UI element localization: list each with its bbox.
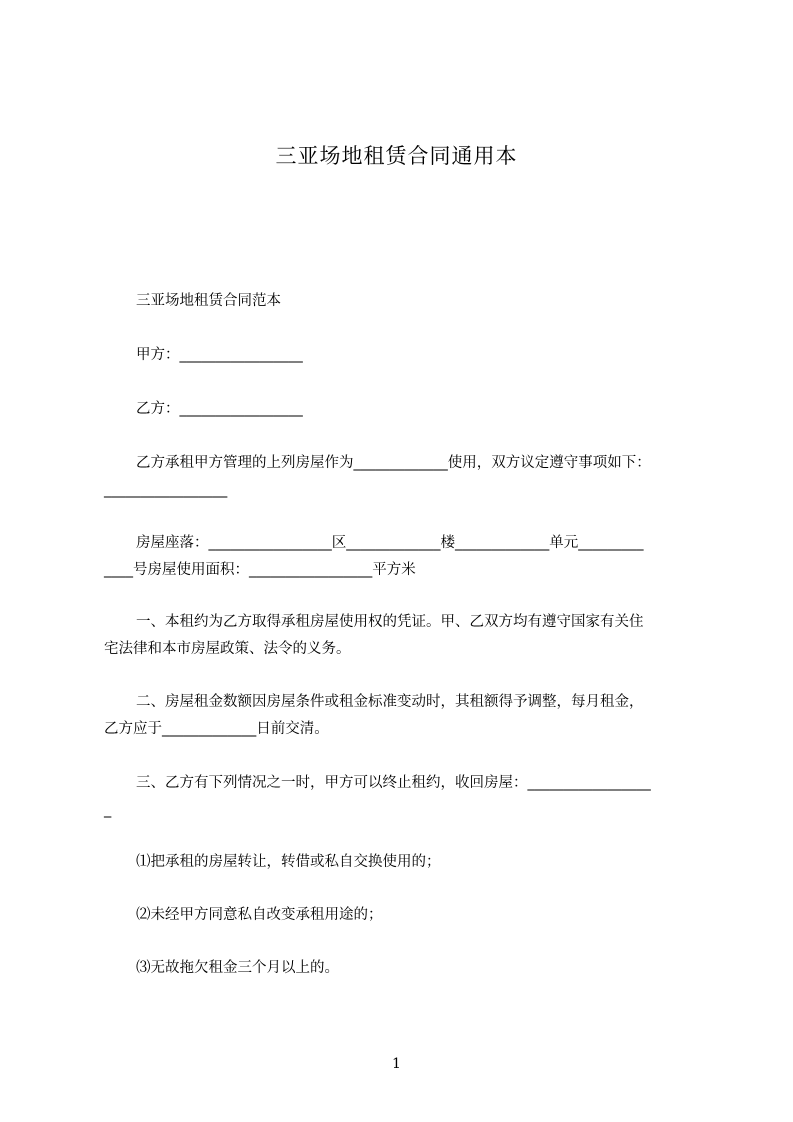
page-number: 1: [392, 1056, 401, 1072]
clause-3-line-2: _: [104, 802, 112, 818]
clause-2-line-2: 乙方应于_____________日前交清。: [104, 721, 329, 737]
clause-3-item-2: ⑵未经甲方同意私自改变承租用途的；: [136, 907, 383, 923]
clause-3-item-1: ⑴把承租的房屋转让，转借或私自交换使用的；: [136, 854, 441, 870]
clause-3-line-1: 三、乙方有下列情况之一时，甲方可以终止租约，收回房屋：_________________: [136, 775, 651, 791]
location-line-1: 房屋座落：_________________区_____________楼_____________单元_________: [136, 535, 644, 551]
intro-paragraph-line-2: _________________: [104, 482, 228, 498]
clause-1-line-1: 一、本租约为乙方取得承租房屋使用权的凭证。甲、乙双方均有遵守国家有关住: [136, 614, 644, 630]
contract-subtitle: 三亚场地租赁合同范本: [136, 293, 281, 309]
document-title: 三亚场地租赁合同通用本: [275, 144, 518, 168]
party-b-line: 乙方：_________________: [136, 401, 303, 417]
location-line-2: ____号房屋使用面积：_________________平方米: [104, 562, 416, 578]
party-a-line: 甲方：_________________: [136, 347, 303, 363]
clause-3-item-3: ⑶无故拖欠租金三个月以上的。: [136, 960, 339, 976]
clause-2-line-1: 二、房屋租金数额因房屋条件或租金标准变动时，其租额得予调整，每月租金，: [136, 694, 644, 710]
intro-paragraph-line-1: 乙方承租甲方管理的上列房屋作为_____________使用，双方议定遵守事项如下：: [136, 455, 651, 471]
clause-1-line-2: 宅法律和本市房屋政策、法令的义务。: [104, 641, 351, 657]
